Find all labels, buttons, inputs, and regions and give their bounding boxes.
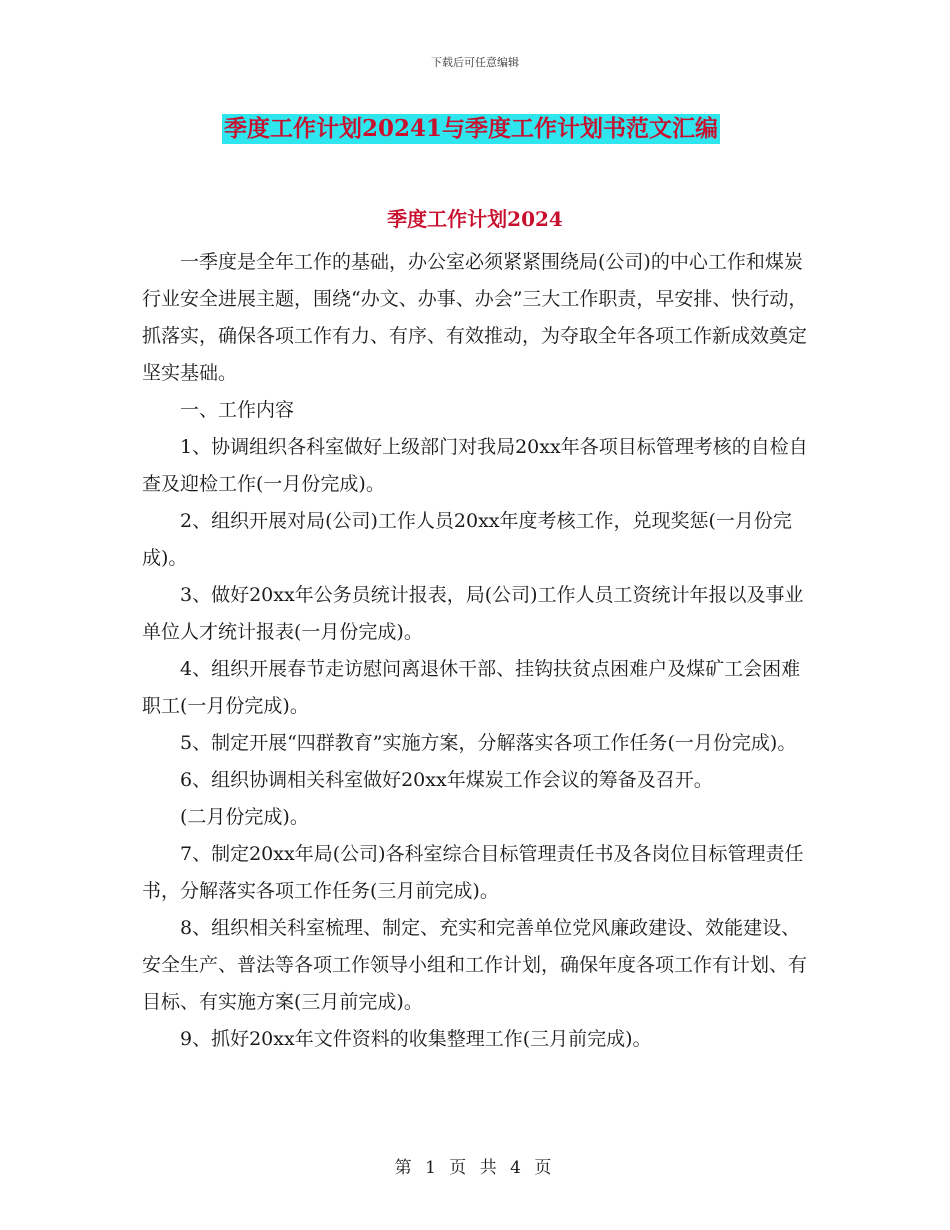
list-item: 1、协调组织各科室做好上级部门对我局20xx年各项目标管理考核的自检自查及迎检工作(一月份完成)。 <box>142 436 808 495</box>
list-item-continuation: (二月份完成)。 <box>180 806 309 828</box>
page-footer: 第 1 页 共 4 页 <box>394 1158 556 1178</box>
list-item: 4、组织开展春节走访慰问离退休干部、挂钩扶贫点困难户及煤矿工会困难职工(一月份完成)。 <box>142 658 801 717</box>
list-item: 6、组织协调相关科室做好20xx年煤炭工作会议的筹备及召开。 <box>180 769 713 791</box>
section-heading: 一、工作内容 <box>180 399 295 421</box>
document-body <box>142 244 808 1058</box>
sub-title: 季度工作计划2024 <box>387 207 563 231</box>
list-item: 3、做好20xx年公务员统计报表，局(公司)工作人员工资统计年报以及事业单位人才统计报表(一月份完成)。 <box>142 584 804 643</box>
paragraph-intro: 一季度是全年工作的基础，办公室必须紧紧围绕局(公司)的中心工作和煤炭行业安全进展主题，围绕“办文、办事、办会”三大工作职责，早安排、快行动，抓落实，确保各项工作有力、有序、有效推动，为夺取全年各项工作新成效奠定坚实基础。 <box>142 251 808 384</box>
list-item: 7、制定20xx年局(公司)各科室综合目标管理责任书及各岗位目标管理责任书，分解落实各项工作任务(三月前完成)。 <box>142 843 804 902</box>
header-note: 下载后可任意编辑 <box>431 56 519 69</box>
list-item: 2、组织开展对局(公司)工作人员20xx年度考核工作，兑现奖惩(一月份完成)。 <box>142 510 792 569</box>
list-item: 5、制定开展“四群教育”实施方案，分解落实各项工作任务(一月份完成)。 <box>180 732 797 754</box>
list-item: 8、组织相关科室梳理、制定、充实和完善单位党风廉政建设、效能建设、安全生产、普法等各项工作领导小组和工作计划，确保年度各项工作有计划、有目标、有实施方案(三月前完成)。 <box>142 917 808 1013</box>
main-title: 季度工作计划20241与季度工作计划书范文汇编 <box>224 115 719 142</box>
list-item: 9、抓好20xx年文件资料的收集整理工作(三月前完成)。 <box>180 1028 652 1050</box>
